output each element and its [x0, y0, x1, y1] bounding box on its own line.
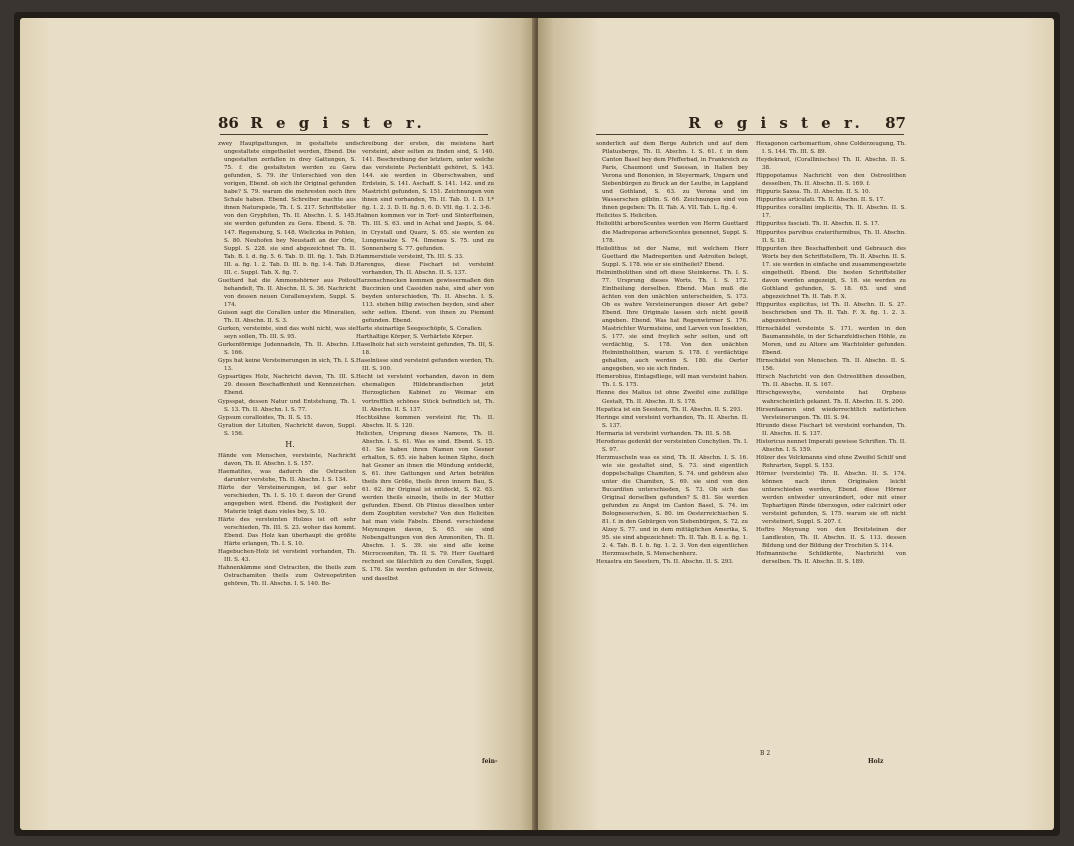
index-entry: Hirundo diese Fischart ist versteint vorhanden, Th. II. Abschn. II. S. 137.	[756, 422, 906, 437]
index-entry: Hörner (versteinte) Th. II. Abschn. II. S. 174. können nach ihren Originalen leicht unterschieden werden, Ebend. diese Hörner werden entweder unverändert, oder mit einer Tophartigen Rinde überzogen, oder calcinirt oder versteint gefunden, S. 175. warum sie oft nicht versteinert, Suppl. S. 207. f.	[756, 470, 906, 526]
left-page	[20, 18, 536, 830]
right-page-header	[538, 114, 1054, 136]
index-entry: Hofmannische Schildkröte, Nachricht von derselben. Th. II. Abschn. II. S. 189.	[756, 551, 906, 566]
index-entry: Hände von Menschen, versteinte, Nachricht davon, Th. II. Abschn. I. S. 157.	[218, 452, 356, 467]
index-entry: Härte des versteinten Holzes ist oft sehr verschieden, Th. III. S. 23. woher das kommt. Ebend. Das Holz kan überhaupt die größte Härte erlangen, Th. I. S. 10.	[218, 517, 356, 548]
index-entry: Hepatica ist ein Seestern, Th. II. Abschn. II. S. 293.	[596, 406, 743, 413]
index-entry: Hölzer des Volckmanns sind ohne Zweifel Schilf und Rohrarten, Suppl. S. 153.	[756, 454, 906, 469]
index-entry: Hirsenfaamen sind wiederrechtlich natürlichen Versteinerungen. Th. III. S. 94.	[756, 406, 906, 421]
index-entry: Guison sagt die Corallen unter die Mineralien, Th. II. Abschn. II. S. 3.	[218, 309, 356, 325]
index-entry: Hechtzähne kommen versteint für, Th. II. Abschn. II. S. 120.	[356, 414, 494, 429]
index-entry: Herzmuscheln was es sind, Th. II. Abschn. I. S. 16. wie sie gestaltet sind, S. 73. sind eigentlich doppelschalige Chamiten, S. 74. und gehören also unter die Chamiten, S. 69. sie sind von den Bucarditen unterschieden, S. 73. Ob sich das Original derselben gefunden? S. 81. Sie werden gefunden zu Angst im Canton Basel, S. 74. im Bologneserschen, S. 80. im Oesterreichischen S. 81. f. in den Gebürgen von Siebenbürgen, S. 72. zu Alzey S. 77. und in dem mittäglichen Amerika, S. 95. sie sind abgezeichnet: Th. II. Tab. B. I. a. fig. 1. 2. 4. Tab. B. I. b. fig. 1. 2. 3. Von den eigentlichen Herzmuscheln, S. Menschenherz.	[596, 454, 748, 558]
index-entry: Hoftro Meynung von den Breitsteinen der Landleuten, Th. II. Abschn. II. S. 113. dessen Bildung und der Bildung der Trochiten S. 114.	[756, 527, 906, 550]
index-entry: Gurken, versteinte, sind das wohl nicht, was sie seyn sollen, Th. III. S. 95.	[218, 326, 356, 341]
index-entry: Halmen kommen vor in Torf- und Sinterfteinen, Th. III. S. 63. und in Achat und Jaspis, S. 64. in Crystall und Quarz, S. 65. sie werden zu Lungensalze S. 74. Ilmenau S. 75. und zu Sonnenberg S. 77. gefunden.	[356, 213, 494, 252]
index-entry: Haselholz hat sich versteint gefunden, Th. III, S. 18.	[356, 342, 494, 357]
index-entry: Henne des Malius ist ohne Zweifel eine zufällige Gestalt, Th. II. Abschn. II. S. 178.	[596, 390, 748, 405]
index-entry: Hippurites articulati. Th. II. Abschn. II. S. 17.	[756, 197, 885, 204]
index-entry: Gurkenförmige Judennadeln, Th. II. Abschn. I. S. 166.	[218, 342, 356, 357]
right-running-title: R e g i s t e r.	[688, 114, 864, 132]
right-catchword: Holz	[868, 758, 884, 765]
index-entry: Guettard hat die Ammonshörner aus Poitou behandelt, Th. II. Abschn. II. S. 36. Nachricht von dessen neuen Corallensystem, Suppl. S. 174.	[218, 277, 356, 308]
left-catchword: fein-	[482, 758, 498, 765]
index-entry: Hecht ist versteint vorhanden, davon in dem ehemaligen Hildebrandischen jetzt Herzoglichen Kabinet zu Weimar ein vortrefflich schönes Stück befindlich ist, Th. II. Abschn. II. S. 137.	[356, 374, 494, 413]
signature-mark: B 2	[760, 750, 771, 757]
index-entry: Hippuris Saxea. Th. II. Abschn. II. S. 10.	[756, 189, 871, 196]
index-entry: Hirschgeweyhe, versteinte hat Orpheus wahrscheinlich gekannt. Th. II. Abschn. II. S. 200.	[756, 390, 906, 405]
index-entry: Hippurites corallini implicitis, Th. II. Abschn. II. S. 17.	[756, 205, 906, 220]
index-entry: Hirnschädel von Menschen. Th. II. Abschn. II. S. 156.	[756, 358, 906, 373]
index-entry: H.	[285, 439, 295, 449]
index-entry: Hirnschädel versteinte S. 171. werden in den Baumannshöle, in der Scharzfeldischen Höhle, zu Moren, und zu Altore am Wachtolder gefunden. Ebend.	[756, 326, 906, 357]
index-entry: Gypsum coralloides, Th. II. S. 15.	[218, 414, 313, 421]
index-entry: Hippurites parvibus craterifurmibus, Th. II. Abschn. II. S. 18.	[756, 229, 906, 244]
index-entry: Hippopotamus Nachricht von den Ostreolithen desselben, Th. II. Abschn. II. S. 169. f.	[756, 173, 906, 188]
right-page-number: 87	[885, 114, 906, 132]
index-entry: Heliolithus ist der Name, mit welchem Herr Guettard die Madreporiten und Astroiten belegt, Suppl. S. 178. wie er sie eintheilet? Ebend.	[596, 245, 748, 268]
left-page-header	[20, 114, 536, 136]
index-entry: Heliolithi arboreScentes werden von Herrn Guettard die Madreporae arboreScentes genennet, Suppl. S. 178.	[596, 221, 748, 244]
index-entry: Gypsspat, dessen Natur und Entstehung, Th. I. S. 13. Th. II. Abschn. I. S. 77.	[218, 398, 356, 413]
index-entry: schreibung der ersten, die meistens hart versteint, aber selten zu finden sind, S. 140. 141. Beschreibung der letztern, unter welche das versteinte Pectenblatt gehöret, S. 143. 144. sie werden in Oberschwaben, und Erdstein, S. 141. Aschaff. S. 141. 142. und zu Mastricht gefunden, S. 151. Zeichnungen von ihnen sind vorhanden, Th. II. Tab. D. I. D. I.* fig. 1. 2. 3. D. II. fig. 5. 6. D. VII. fig. 1. 2. 3-6.	[356, 141, 494, 212]
index-entry: Haselnüsse sind versteint gefunden worden, Th. III. S. 100.	[356, 358, 494, 373]
index-entry: Helicites S. Heliciten.	[596, 213, 658, 220]
index-entry: Hippurites explicitus, ist Th. II. Abschn. II. S. 27. beschrieben und Th. II. Tab. F. X. fig. 1. 2. 3. abgezeichnet.	[756, 301, 906, 325]
index-entry: Heydekraut, (Corallinisches) Th. II. Abschn. II. S. 38.	[756, 157, 906, 172]
index-entry: Gypsartiges Holz, Nachricht davon, Th. III. S. 29. dessen Beschaffenheit und Kennzeichen. Ebend.	[218, 374, 356, 397]
index-entry: Gyps hat keine Versteinerungen in sich, Th. I. S. 13.	[218, 358, 356, 373]
index-entry: Helmintholithen sind oft diese Steinkerne. Th. I. S. 77. Ursprung dieses Worts. Th. I. S. 172. Eintheilung derselben. Ebend. Man muß die ächten von den unächten unterscheiden, S. 173. Ob es wahre Versteinerungen dieser Art gebe? Ebend. Ihre Originale lassen sich nicht gewiß angeben. Ebend. Was hat Regenwürmer S. 176. Mastrichter Wurmsteine, und Larven von Insekten, S. 177. sie sind freylich sehr selten, und oft verdächtig, S. 178. Von den unächten Helmintholithen, warum S. 178. f. verdächtige gehalten, auch werden S. 180. die Oerter angegeben, wo sie sich finden.	[596, 269, 748, 373]
left-header-rule	[220, 134, 488, 135]
index-entry: Hippurites fasciati. Th. II. Abschn. II. S. 17.	[756, 221, 880, 228]
index-entry: Gyration der Lituiten, Nachricht davon, Suppl. S. 156.	[218, 422, 356, 437]
index-entry: Harengus, diese Fischart ist versteint vorhanden, Th. II. Abschn. II. S. 137.	[356, 261, 494, 276]
index-entry: Heringe sind versteint vorhanden, Th. II. Abschn. II. S. 137.	[596, 414, 748, 429]
index-entry: Harthaltige Körper, S. Verhärtete Körper.	[356, 334, 474, 341]
index-entry: Harzenschnecken kommen gewissermaßen den Buccinien und Cassiden nahe, sind aber von beyden unterschieden, Th. II. Abschn. I. S. 113. stehen billig zwischen beyden, sind aber sehr selten. Ebend. von ihnen zu Piemont gefunden. Ebend.	[356, 277, 494, 325]
right-header-rule	[596, 134, 904, 135]
index-entry: Historicus nennet Imperati gewisse Schriften. Th. II. Abschn. I. S. 159.	[756, 438, 906, 453]
index-entry: Hermaria ist versteint vorhanden. Th. III. S. 58.	[596, 430, 732, 437]
index-entry: Härte der Versteinerungen, ist gar sehr verschieden, Th. I. S. 10. f. davon der Grund angegeben wird. Ebend. die Festigkeit der Materie trägt dazu vieles bey, S. 10.	[218, 484, 356, 516]
left-column-2	[356, 140, 494, 583]
right-page	[538, 18, 1054, 830]
left-page-number: 86	[218, 114, 239, 132]
index-entry: Hexagonon carbomaritum, ohne Colderzeugung, Th. I. S. 144. Th. III. S. 89.	[756, 141, 906, 156]
left-running-title: R e g i s t e r.	[250, 114, 426, 132]
open-book	[14, 12, 1060, 836]
right-column-2	[756, 140, 906, 566]
index-entry: Harte steinartige Seegeschöpfe, S. Corallen.	[356, 326, 483, 333]
index-entry: Hagebuchen-Holz ist versteint vorhanden, Th. III. S. 43.	[218, 549, 356, 564]
left-column-1	[218, 140, 356, 589]
index-entry: Herodoras gedenkt der versteinten Conchylien. Th. I. S. 97.	[596, 438, 748, 453]
index-entry: sonderlich auf dem Berge Aubrich und auf dem Pilatusberge, Th. II. Abschn. I. S. 61. f. in dem Canton Basel bey dem Pfefferbad, in Frankreich zu Paris, Chaumont und Suessan, in Italien bey Verona und Bononien, in Steyermark, Ungarn und Siebenbürgen zu Bruck an der Leuthe, in Lappland und Gothland, S. 63. zu Verona und im Wasserschen gilblin. S. 66. Zeichnungen sind von ihnen gegeben: Th. II. Tab. A. VII. Tab. L. fig. 4.	[596, 141, 748, 212]
index-entry: Heliciten, Ursprung dieses Namens, Th. II. Abschn. I. S. 61. Was es sind. Ebend. S. 15. 61. Sie haben ihren Namen von Gesner erhalten, S. 65. sie haben keinen Sipho, doch hat Gesner an ihnen die Mündung entdeckt, S. 61. ihre Gattungen und Arten beträfen theils ihre Größe, theils ihren innern Bau, S. 61. 62. ihr Original ist entdeckt, S. 62. 63. werden theils einzeln, theils in der Mutter gefunden. Ebend. Ob Plinius dieselben unter dem Zoophiten verstehe? Von den Heliciten hat man viele Fabeln. Ebend. verschiedene Meynungen davon, S. 65. sie sind Nebengattungen von den Ammoniten, Th. II. Abschn. I. S. 39. sie sind alle keine Microcosmiten, Th. II. S. 79. Herr Guettard rechnet sie fälschlich zu den Corallen, Suppl. S. 176. Sie werden gefunden in der Schweiz, und daselbst	[356, 430, 494, 582]
index-entry: Hirsch Nachricht von den Ostreolithen desselben, Th. II. Abschn. II. S. 167.	[756, 374, 906, 389]
index-entry: Haematites, was dadurch die Ostraciten darunter verstehe, Th. II. Abschn. I. S. 134.	[218, 468, 356, 483]
index-entry: Hippuriten ihre Beschaffenheit und Gebrauch des Worts bey den Schriftstellern, Th. II. Abschn. II. S. 17. sie werden in einfache und zusammengesetzte eingetheilt. Ebend. Die besten Schriftsteller davon werden angezeigt, S. 18. sie werden zu Gothland gefunden, S. 18. 65. und sind abgezeichnet Th. II. Tab. F. X.	[756, 245, 906, 300]
index-entry: Hahnenkämme sind Ostraciten, die theils zum Ostrachamiten theils zum Ostreopetriten gehören, Th. II. Abschn. I. S. 140. Bo-	[218, 565, 356, 588]
index-entry: Hammerstiele versteint, Th. III. S. 33.	[356, 253, 464, 260]
index-entry: Hemerobius, Eintagsfliege, will man versteint haben. Th. I. S. 175.	[596, 374, 748, 389]
index-entry: Hexastra ein Seestern, Th. II. Abschn. II. S. 293.	[596, 559, 734, 566]
right-column-1	[596, 140, 748, 566]
index-entry: zwey Hauptgattungen, in gestaltete und ungestaltete eingetheilet werden, Ebend. Die ungestalten zerfallen in drey Gattungen, S. 75. f. die gestalteten werden zu Gera gefunden, S. 79. ihr Unterschied von den vorigen, Ebend. ob sich ihr Original gefunden habe? S. 79. warum die mehresten noch ihre Schale haben. Ebend. Schreiber machte aus ihnen Naturspiele, Th. I. S. 217. Schriftsteller von den Gryphiten, Th. II. Abschn. I. S. 145. sie werden gefunden zu Gera. Ebend. S. 78. 147. Regensburg, S. 148. Wieliczka in Pohlen, S. 80. Neuhofen bey Neustadt an der Orle, Suppl. S. 228. sie sind abgezeichnet Th. II. Tab. B. I. d. fig. 5. 6. Tab. D. III. fig. 1. Tab. D. III. a. fig. 1. 2. Tab. D. III. b. fig. 1-4. Tab. D. III. c. Suppl. Tab. X. fig. 7.	[218, 141, 356, 276]
